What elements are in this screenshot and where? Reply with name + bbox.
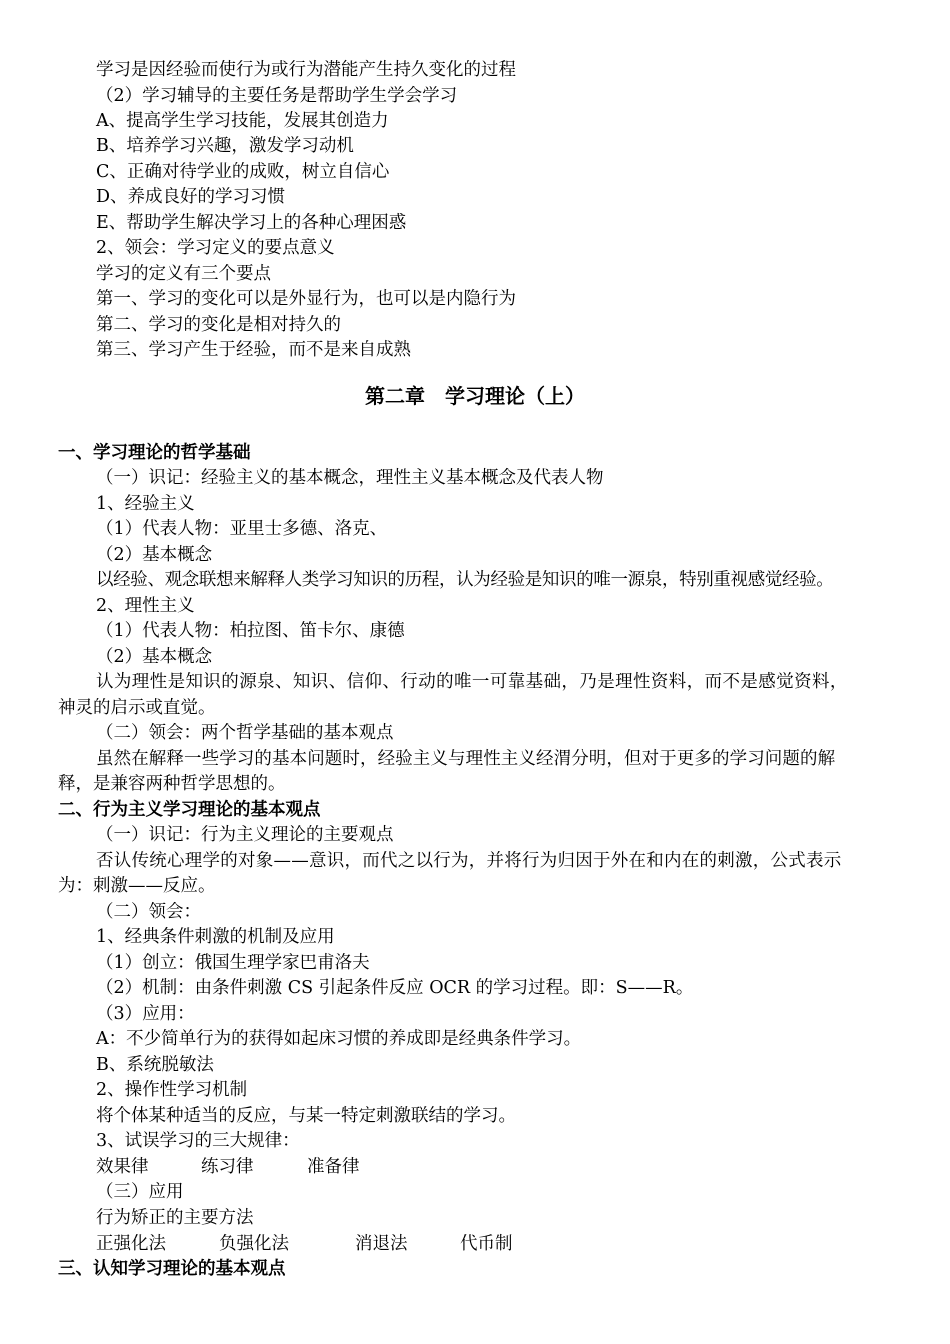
section2-line-3: 为：刺激——反应。 <box>58 876 216 896</box>
section2-line-8: （3）应用： <box>96 1004 195 1024</box>
section1-line-4: （2）基本概念 <box>96 545 213 565</box>
section2-line-5: 1、经典条件刺激的机制及应用 <box>96 927 335 947</box>
section1-line-11: （二）领会：两个哲学基础的基本观点 <box>96 723 394 743</box>
law-readiness: 准备律 <box>307 1157 360 1177</box>
section1-line-2: 1、经验主义 <box>96 494 195 514</box>
section-heading-1: 一、学习理论的哲学基础 <box>58 443 251 463</box>
intro-line-2: （2）学习辅导的主要任务是帮助学生学会学习 <box>96 86 458 106</box>
intro-line-3: A、提高学生学习技能，发展其创造力 <box>96 111 389 131</box>
section1-line-6: 2、理性主义 <box>96 596 195 616</box>
section2-line-9: A：不少简单行为的获得如起床习惯的养成即是经典条件学习。 <box>96 1029 582 1049</box>
law-exercise: 练习律 <box>201 1157 254 1177</box>
method-positive-reinforcement: 正强化法 <box>96 1234 166 1254</box>
law-effect: 效果律 <box>96 1157 149 1177</box>
section2-line-13: 3、试误学习的三大规律： <box>96 1131 300 1151</box>
correction-heading: 行为矫正的主要方法 <box>96 1208 254 1228</box>
section1-line-5: 以经验、观念联想来解释人类学习知识的历程，认为经验是知识的唯一源泉，特别重视感觉经验。 <box>96 570 834 590</box>
method-negative-reinforcement: 负强化法 <box>219 1234 289 1254</box>
section1-line-13: 释，是兼容两种哲学思想的。 <box>58 774 286 794</box>
section2-line-12: 将个体某种适当的反应，与某一特定刺激联结的学习。 <box>96 1106 516 1126</box>
section-heading-3: 三、认知学习理论的基本观点 <box>58 1259 286 1279</box>
intro-line-1: 学习是因经验而使行为或行为潜能产生持久变化的过程 <box>96 60 516 80</box>
intro-line-6: D、养成良好的学习习惯 <box>96 187 286 207</box>
section1-line-8: （2）基本概念 <box>96 647 213 667</box>
section2-line-4: （二）领会： <box>96 902 201 922</box>
section2-line-7: （2）机制：由条件刺激 CS 引起条件反应 OCR 的学习过程。即：S——R。 <box>96 978 694 998</box>
intro-line-9: 学习的定义有三个要点 <box>96 264 271 284</box>
intro-line-10: 第一、学习的变化可以是外显行为，也可以是内隐行为 <box>96 289 516 309</box>
application-heading: （三）应用 <box>96 1182 184 1202</box>
section1-line-1: （一）识记：经验主义的基本概念，理性主义基本概念及代表人物 <box>96 468 604 488</box>
section1-line-7: （1）代表人物：柏拉图、笛卡尔、康德 <box>96 621 405 641</box>
intro-line-8: 2、领会：学习定义的要点意义 <box>96 238 335 258</box>
section1-line-10: 神灵的启示或直觉。 <box>58 698 216 718</box>
section1-line-3: （1）代表人物：亚里士多德、洛克、 <box>96 519 388 539</box>
intro-line-12: 第三、学习产生于经验，而不是来自成熟 <box>96 340 411 360</box>
section2-line-2: 否认传统心理学的对象——意识，而代之以行为，并将行为归因于外在和内在的刺激，公式表示 <box>96 851 842 871</box>
section1-line-9: 认为理性是知识的源泉、知识、信仰、行动的唯一可靠基础，乃是理性资料，而不是感觉资料， <box>96 672 848 692</box>
section2-line-1: （一）识记：行为主义理论的主要观点 <box>96 825 394 845</box>
section2-line-6: （1）创立：俄国生理学家巴甫洛夫 <box>96 953 370 973</box>
chapter-title: 第二章 学习理论（上） <box>365 384 585 408</box>
intro-line-5: C、正确对待学业的成败，树立自信心 <box>96 162 390 182</box>
intro-line-4: B、培养学习兴趣，激发学习动机 <box>96 136 354 156</box>
intro-line-11: 第二、学习的变化是相对持久的 <box>96 315 341 335</box>
section2-line-11: 2、操作性学习机制 <box>96 1080 248 1100</box>
method-token-economy: 代币制 <box>460 1234 513 1254</box>
section-heading-2: 二、行为主义学习理论的基本观点 <box>58 800 321 820</box>
section1-line-12: 虽然在解释一些学习的基本问题时，经验主义与理性主义经渭分明，但对于更多的学习问题的解 <box>96 749 836 769</box>
section2-line-10: B、系统脱敏法 <box>96 1055 214 1075</box>
method-extinction: 消退法 <box>355 1234 408 1254</box>
intro-line-7: E、帮助学生解决学习上的各种心理困惑 <box>96 213 407 233</box>
